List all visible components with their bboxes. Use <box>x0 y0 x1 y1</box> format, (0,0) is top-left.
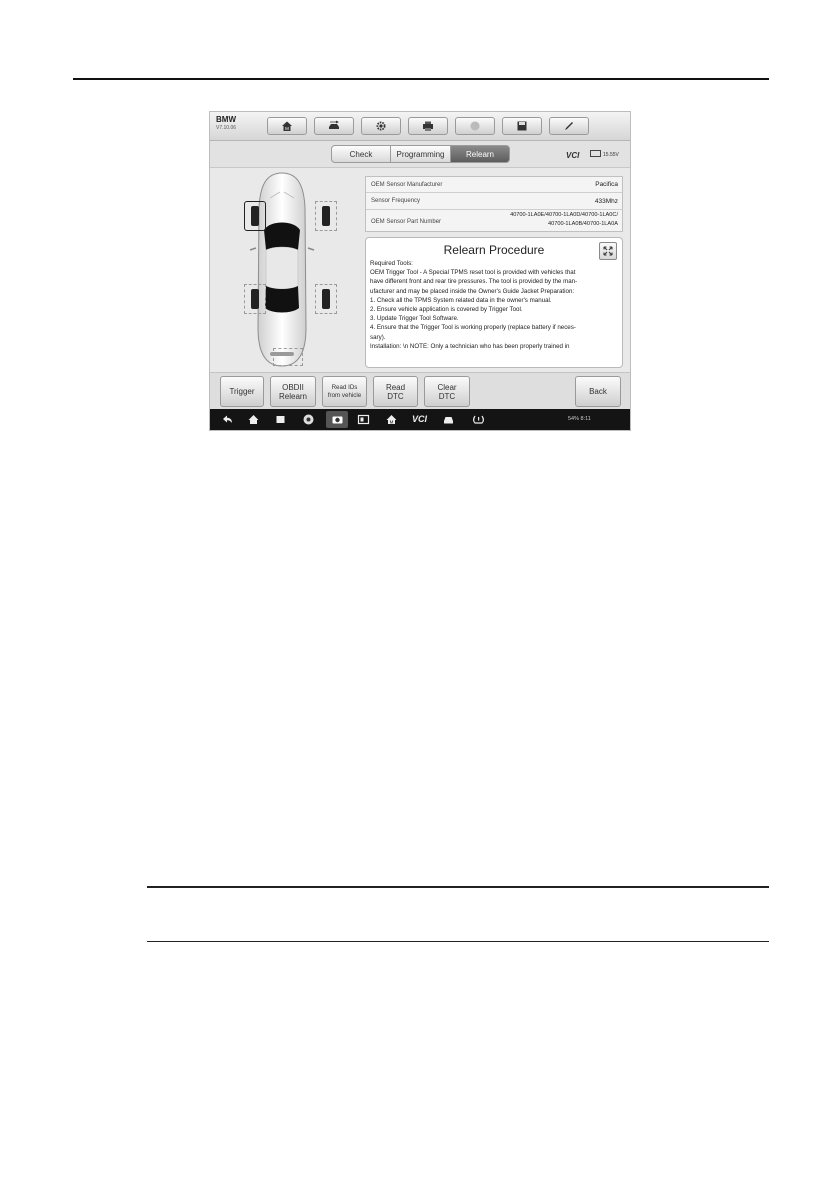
tab-relearn[interactable]: Relearn <box>450 145 510 163</box>
battery-icon <box>590 150 601 157</box>
relearn-label: Relearn <box>278 391 307 401</box>
procedure-line: sary). <box>370 333 386 341</box>
battery-voltage: 15.55V <box>603 152 619 158</box>
front-left-tire[interactable] <box>244 201 266 231</box>
help-button[interactable] <box>455 117 495 135</box>
procedure-line: Required Tools: <box>370 260 413 267</box>
relearn-procedure-panel[interactable] <box>365 237 623 368</box>
tab-programming[interactable]: Programming <box>390 145 451 163</box>
car-top-view-icon <box>210 168 362 371</box>
vehicle-swap-button[interactable] <box>314 117 354 135</box>
home-icon <box>247 413 260 426</box>
function-button-bar <box>210 372 630 409</box>
procedure-line: 3. Update Trigger Tool Software. <box>370 315 459 323</box>
maxisys-home-icon <box>385 413 398 426</box>
procedure-text <box>370 259 620 351</box>
clear-label: Clear <box>437 382 457 392</box>
sensor-info-table <box>365 176 623 232</box>
read-ids-label: Read IDs <box>331 383 358 391</box>
screen-record-icon <box>357 413 370 426</box>
system-status-bar: 54% 8:11 <box>568 416 591 422</box>
camera-icon <box>331 413 344 426</box>
rear-left-tire[interactable] <box>244 284 266 314</box>
top-toolbar <box>210 112 630 141</box>
nav-maxisys-home-button[interactable] <box>385 413 398 426</box>
page-header-rule <box>73 78 769 80</box>
procedure-line: 4. Ensure that the Trigger Tool is working properly (replace battery if neces- <box>370 324 576 332</box>
note-top-rule <box>147 886 769 888</box>
settings-icon <box>375 120 387 132</box>
edit-button[interactable] <box>549 117 589 135</box>
home-button[interactable] <box>267 117 307 135</box>
nav-recent-apps-button[interactable] <box>274 413 287 426</box>
sensor-part-number-value-1: 40700-1LA0E/40700-1LA0D/40700-1LA0C/ <box>510 212 618 218</box>
svg-text:M: M <box>389 419 394 425</box>
table-row <box>366 210 622 232</box>
procedure-line: have different front and rear tire pressures. The tool is provided by the man- <box>370 278 578 286</box>
android-navigation-bar <box>210 409 630 430</box>
device-screenshot <box>209 111 631 431</box>
trigger-button[interactable] <box>220 376 264 407</box>
procedure-line: ufacturer and may be placed inside the Owner's Guide Jacket Preparation: <box>370 287 575 295</box>
software-version: V7.10.06 <box>216 125 237 131</box>
clear-dtc-button[interactable] <box>424 376 470 407</box>
vehicle-make: BMW <box>216 115 236 124</box>
procedure-title: Relearn Procedure <box>443 243 545 257</box>
car-icon <box>442 413 455 426</box>
procedure-line: OEM Trigger Tool - A Special TPMS reset tool is provided with vehicles that <box>370 269 576 277</box>
sensor-frequency-label: Sensor Frequency <box>371 198 421 204</box>
vehicle-swap-icon <box>328 120 340 132</box>
obdii-relearn-button[interactable] <box>270 376 316 407</box>
vehicle-brand <box>216 116 236 131</box>
svg-text:M: M <box>285 126 289 131</box>
front-right-tire[interactable] <box>315 201 337 231</box>
nav-home-button[interactable] <box>247 413 260 426</box>
back-label: Back <box>589 387 607 396</box>
browser-button[interactable] <box>302 413 315 426</box>
save-button[interactable] <box>502 117 542 135</box>
tpms-icon <box>472 413 485 426</box>
nav-back-button[interactable] <box>221 413 234 426</box>
table-row <box>366 193 622 210</box>
nav-vci-button[interactable]: VCI <box>412 414 428 424</box>
print-icon <box>422 120 434 132</box>
recent-apps-icon <box>274 413 287 426</box>
browser-icon <box>302 413 315 426</box>
trigger-label: Trigger <box>229 387 255 396</box>
procedure-line: 1. Check all the TPMS System related data in the owner's manual. <box>370 296 552 304</box>
function-tab-bar <box>210 141 630 168</box>
read-ids-button[interactable] <box>322 376 367 407</box>
back-arrow-icon <box>221 413 234 426</box>
note-bottom-rule <box>147 941 769 942</box>
vci-status-indicator: VCI <box>566 151 580 160</box>
sensor-manufacturer-label: OEM Sensor Manufacturer <box>371 182 443 188</box>
dtc-label: DTC <box>387 391 404 401</box>
sensor-manufacturer-value: Pacifica <box>595 181 618 188</box>
nav-vehicle-button[interactable] <box>442 413 455 426</box>
read-label: Read <box>385 382 406 392</box>
home-icon <box>281 120 293 132</box>
sensor-part-number-value-2: 40700-1LA0B/40700-1LA0A <box>548 221 618 227</box>
back-button[interactable] <box>575 376 621 407</box>
dtc-label: DTC <box>438 391 456 401</box>
procedure-line: Installation: \n NOTE: Only a technician who has been properly trained in <box>370 342 570 350</box>
expand-icon <box>602 245 614 257</box>
sensor-frequency-value: 433Mhz <box>594 198 618 205</box>
sensor-part-number-label: OEM Sensor Part Number <box>371 219 442 225</box>
procedure-line: 2. Ensure vehicle application is covered by Trigger Tool. <box>370 306 523 314</box>
help-icon <box>469 120 481 132</box>
settings-button[interactable] <box>361 117 401 135</box>
from-vehicle-label: from vehicle <box>327 391 362 399</box>
table-row <box>366 177 622 193</box>
save-icon <box>516 120 528 132</box>
obdii-label: OBDII <box>282 382 304 392</box>
spare-tire[interactable] <box>273 348 303 366</box>
screen-record-button[interactable] <box>357 413 370 426</box>
print-button[interactable] <box>408 117 448 135</box>
tab-check[interactable]: Check <box>331 145 391 163</box>
edit-icon <box>563 120 575 132</box>
read-dtc-button[interactable] <box>373 376 418 407</box>
nav-tpms-button[interactable] <box>472 413 485 426</box>
camera-button[interactable] <box>326 411 348 428</box>
expand-button[interactable] <box>599 242 617 260</box>
vehicle-tire-diagram <box>210 168 362 371</box>
rear-right-tire[interactable] <box>315 284 337 314</box>
